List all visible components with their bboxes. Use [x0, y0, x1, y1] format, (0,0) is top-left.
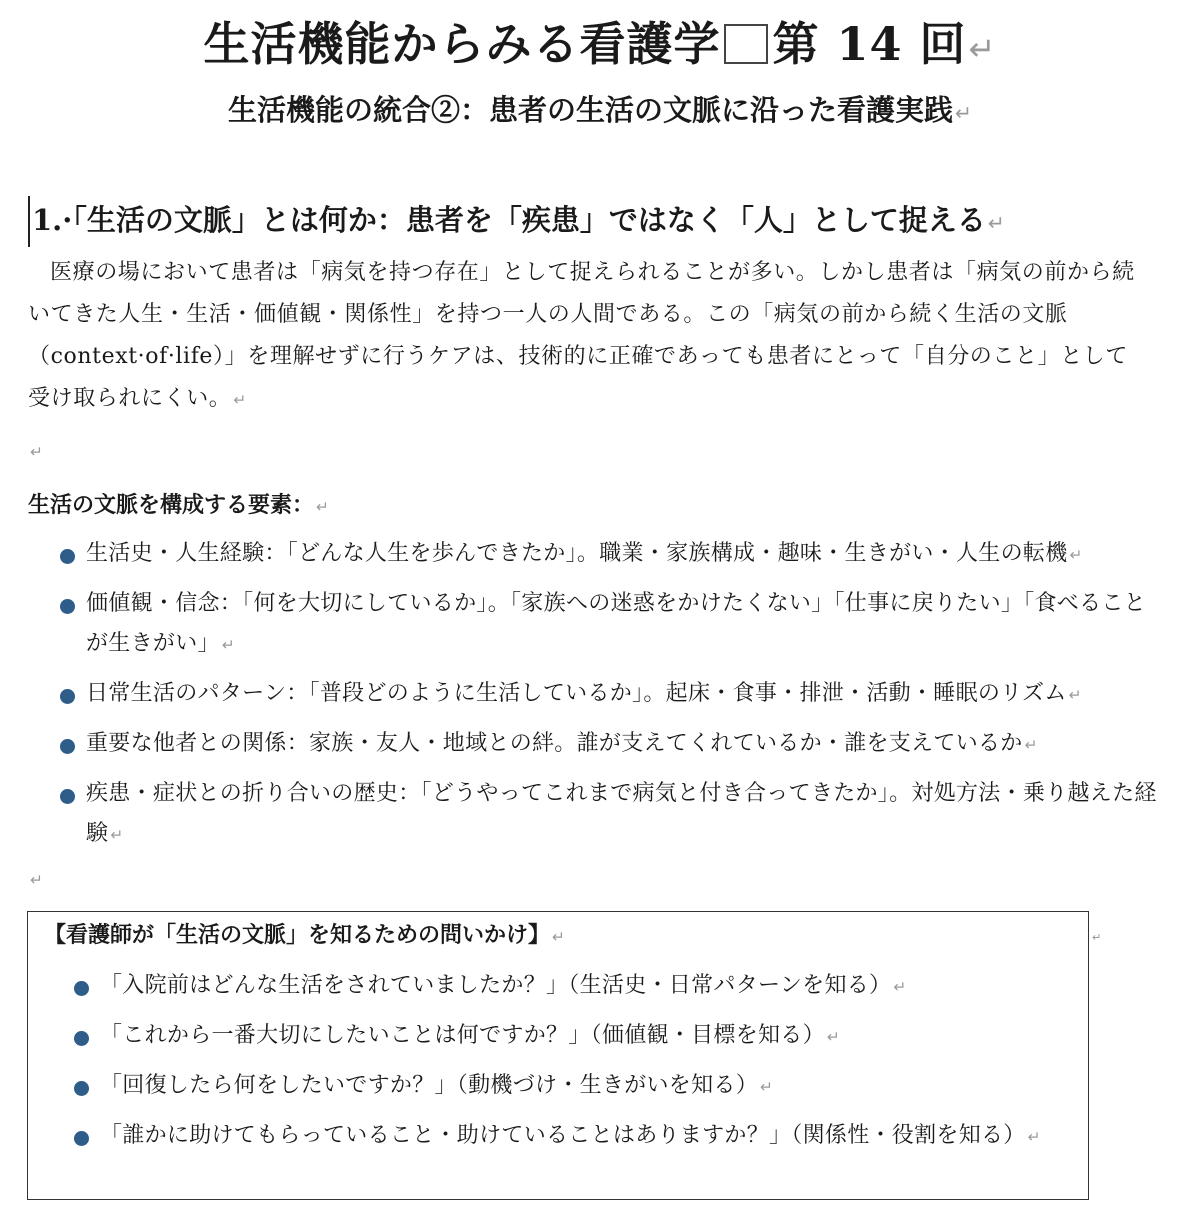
elements-heading[interactable]: [28, 488, 329, 519]
questions-list: [70, 966, 1070, 1166]
subtitle-text: 生活機能の統合②：患者の生活の文脈に沿った看護実践: [227, 93, 953, 127]
paragraph-mark: ↵: [955, 101, 972, 125]
paragraph-mark: ↵: [1069, 546, 1083, 564]
list-item[interactable]: [70, 1116, 1070, 1157]
paragraph-mark: ↵: [826, 1028, 841, 1046]
placeholder-box: [724, 24, 768, 64]
paragraph-mark: ↵: [30, 443, 43, 461]
paragraph-mark: ↵: [552, 928, 565, 946]
elements-list: [56, 534, 1166, 864]
list-item-text: 「入院前はどんな生活をされていましたか？」（生活史・日常パターンを知る）: [100, 973, 892, 998]
intro-paragraph-text: 医療の場において患者は「病気を持つ存在」として捉えられることが多い。しかし患者は「病気の前から続いてきた人生・生活・価値観・関係性」を持つ一人の人間である。この「病気の前から続く生活の文脈（context·of·life）」を理解せずに行うケアは、技術的に正確であっても患者にとって「自分のこと」として受け取られにくい。: [28, 260, 1135, 411]
paragraph-mark: ↵: [893, 978, 907, 996]
list-item-text: 疾患・症状との折り合いの歴史：「どうやってこれまで病気と付き合ってきたか」。対処方法・乗り越えた経験: [86, 781, 1157, 846]
empty-paragraph[interactable]: [28, 866, 43, 891]
list-item-text: 重要な他者との関係：家族・友人・地域との絆。誰が支えてくれているか・誰を支えているか: [86, 731, 1023, 756]
document-subtitle: [0, 88, 1200, 129]
list-item[interactable]: [56, 584, 1166, 665]
title-text-part1: 生活機能からみる看護学: [203, 17, 721, 71]
section-heading[interactable]: [28, 196, 1005, 247]
list-item[interactable]: [56, 534, 1166, 575]
list-item-text: 日常生活のパターン：「普段どのように生活しているか」。起床・食事・排泄・活動・睡眠のリズム: [86, 681, 1067, 706]
list-item-text: 生活史・人生経験：「どんな人生を歩んできたか」。職業・家族構成・趣味・生きがい・人生の転機: [86, 541, 1068, 566]
paragraph-mark: ↵: [1092, 931, 1102, 944]
section-heading-text: 1.·「生活の文脈」とは何か：患者を「疾患」ではなく「人」として捉える: [32, 203, 986, 237]
question-box-end-mark: [1090, 926, 1101, 945]
paragraph-mark: ↵: [1024, 736, 1038, 754]
paragraph-mark: ↵: [316, 498, 329, 516]
paragraph-mark: ↵: [233, 391, 247, 409]
list-item[interactable]: [56, 774, 1166, 855]
list-item[interactable]: [56, 724, 1166, 765]
list-item-text: 価値観・信念：「何を大切にしているか」。「家族への迷惑をかけたくない」「仕事に戻りたい」「食べることが生きがい」: [86, 591, 1147, 656]
empty-paragraph[interactable]: [28, 438, 43, 463]
paragraph-mark: ↵: [1027, 1128, 1041, 1146]
intro-paragraph[interactable]: [28, 252, 1148, 421]
list-item[interactable]: [56, 674, 1166, 715]
title-text-part2: 第 14 回: [772, 17, 967, 71]
paragraph-mark: ↵: [30, 871, 43, 889]
list-item-text: 「これから一番大切にしたいことは何ですか？」（価値観・目標を知る）: [100, 1023, 825, 1048]
paragraph-mark: ↵: [968, 30, 997, 68]
list-item[interactable]: [70, 1066, 1070, 1107]
paragraph-mark: ↵: [987, 211, 1005, 235]
elements-heading-text: 生活の文脈を構成する要素：: [28, 492, 315, 518]
list-item[interactable]: [70, 966, 1070, 1007]
paragraph-mark: ↵: [760, 1078, 774, 1096]
list-item-text: 「誰かに助けてもらっていること・助けていることはありますか？」（関係性・役割を知る）: [100, 1123, 1026, 1148]
paragraph-mark: ↵: [221, 636, 236, 654]
list-item[interactable]: [70, 1016, 1070, 1057]
document-title: [0, 8, 1200, 74]
list-item-text: 「回復したら何をしたいですか？」（動機づけ・生きがいを知る）: [100, 1073, 759, 1098]
paragraph-mark: ↵: [1068, 686, 1082, 704]
paragraph-mark: ↵: [110, 826, 124, 844]
question-box-title-text: 【看護師が「生活の文脈」を知るための問いかけ】: [44, 922, 551, 948]
question-box-title[interactable]: [44, 918, 565, 949]
